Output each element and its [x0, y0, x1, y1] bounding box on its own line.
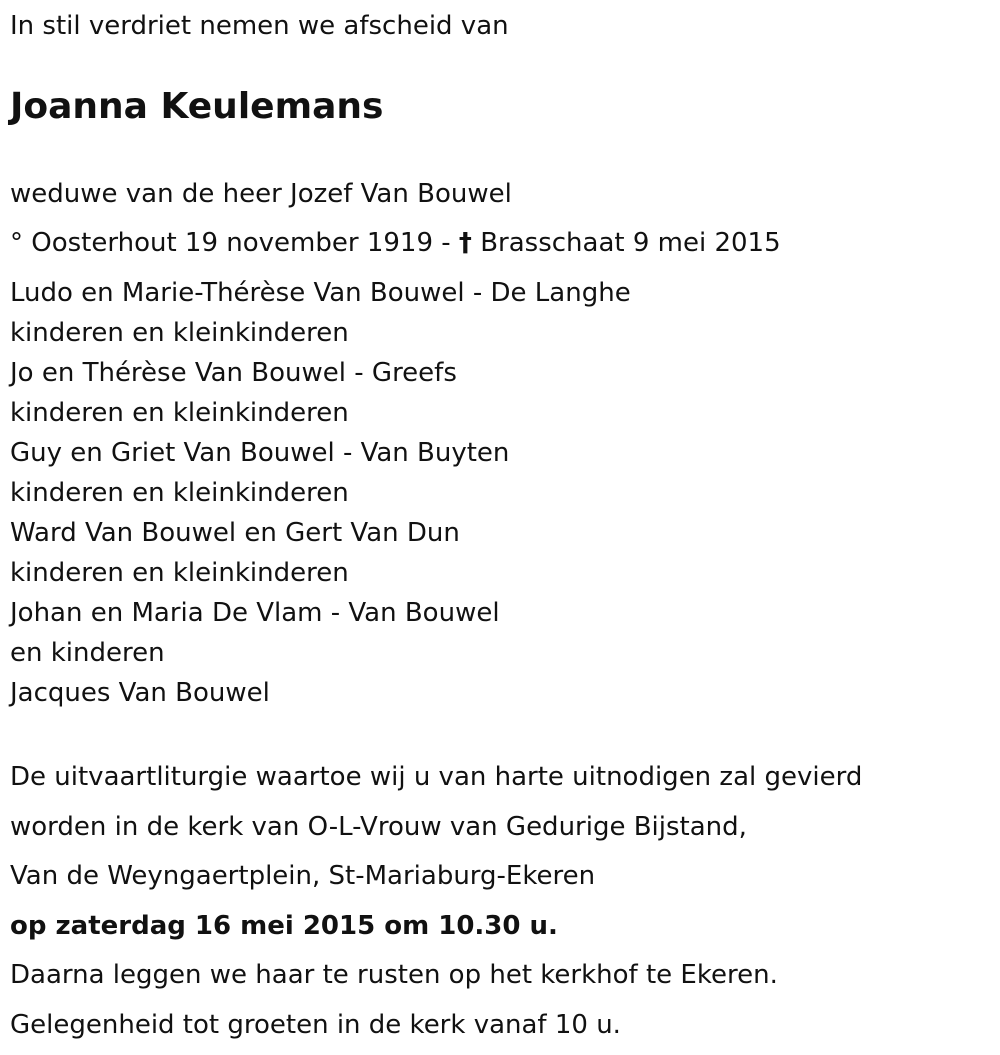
ceremony-date-time: op zaterdag 16 mei 2015 om 10.30 u.: [10, 910, 558, 941]
condolences-text: Gelegenheid tot groeten in de kerk vanaf 10 u.: [10, 1009, 621, 1040]
ceremony-line-3: Van de Weyngaertplein, St-Mariaburg-Ekeren: [10, 861, 596, 892]
family-line: en kinderen: [10, 638, 165, 668]
widow-of-text: weduwe van de heer Jozef Van Bouwel: [10, 179, 512, 209]
life-dates: [10, 223, 781, 263]
family-line: Ward Van Bouwel en Gert Van Dun: [10, 518, 460, 548]
family-line: kinderen en kleinkinderen: [10, 558, 349, 588]
deceased-name: Joanna Keulemans: [10, 86, 384, 127]
birth-text: ° Oosterhout 19 november 1919 -: [10, 228, 451, 258]
burial-text: Daarna leggen we haar te rusten op het kerkhof te Ekeren.: [10, 960, 778, 991]
family-line: kinderen en kleinkinderen: [10, 398, 349, 428]
family-list: [10, 273, 631, 713]
ceremony-line-2: worden in de kerk van O-L-Vrouw van Gedurige Bijstand,: [10, 811, 747, 842]
family-line: kinderen en kleinkinderen: [10, 318, 349, 348]
death-text: Brasschaat 9 mei 2015: [480, 228, 781, 258]
cross-icon: †: [458, 228, 472, 258]
family-line: Guy en Griet Van Bouwel - Van Buyten: [10, 438, 510, 468]
ceremony-details: [10, 753, 862, 1051]
family-line: Ludo en Marie-Thérèse Van Bouwel - De Langhe: [10, 278, 631, 308]
family-line: kinderen en kleinkinderen: [10, 478, 349, 508]
family-line: Jo en Thérèse Van Bouwel - Greefs: [10, 358, 457, 388]
family-line: Jacques Van Bouwel: [10, 678, 270, 708]
ceremony-line-1: De uitvaartliturgie waartoe wij u van harte uitnodigen zal gevierd: [10, 762, 863, 792]
intro-text: In stil verdriet nemen we afscheid van: [10, 11, 509, 41]
family-line: Johan en Maria De Vlam - Van Bouwel: [10, 598, 500, 628]
